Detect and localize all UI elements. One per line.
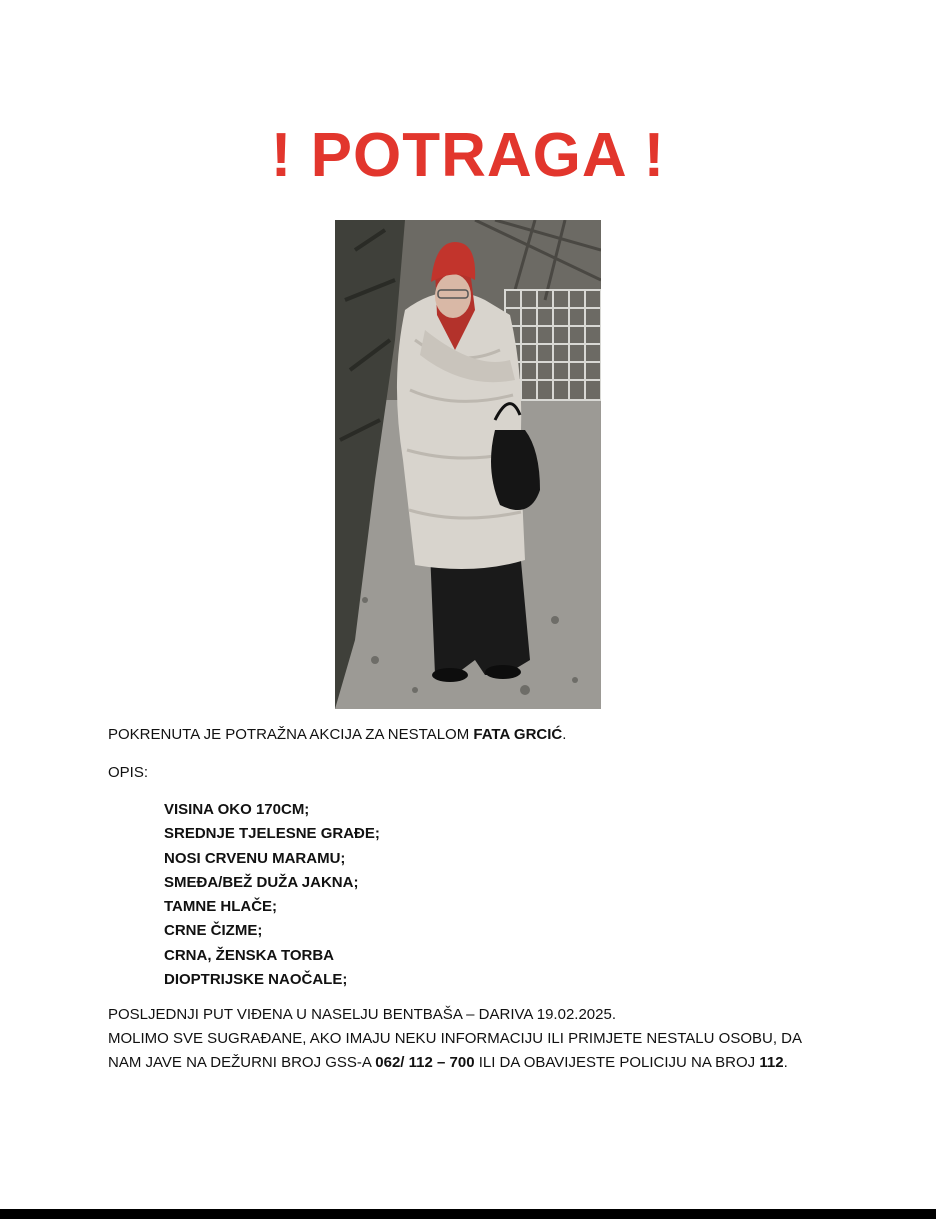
- description-item: TAMNE HLAČE;: [164, 898, 278, 916]
- contact-text-a: NAM JAVE NA DEŽURNI BROJ GSS-A: [108, 1054, 376, 1071]
- intro-sentence: POKRENUTA JE POTRAŽNA AKCIJA ZA NESTALOM: [108, 726, 474, 743]
- description-item: CRNE ČIZME;: [164, 922, 263, 940]
- contact-line: [108, 1051, 802, 1075]
- intro-period: .: [562, 726, 567, 743]
- last-seen-line: POSLJEDNJI PUT VIĐENA U NASELJU BENTBAŠA – DARIVA 19.02.2025.: [108, 1006, 616, 1023]
- description-item: CRNA, ŽENSKA TORBA: [164, 946, 335, 964]
- description-item: NOSI CRVENU MARAMU;: [164, 849, 346, 867]
- description-item: SMEĐA/BEŽ DUŽA JAKNA;: [164, 873, 359, 891]
- bottom-bar: [0, 1209, 936, 1219]
- intro-text: [108, 723, 566, 747]
- missing-person-photo: [335, 220, 601, 709]
- poster-title: ! POTRAGA !: [270, 121, 666, 190]
- contact-period: .: [783, 1054, 788, 1071]
- description-list: [164, 798, 380, 992]
- description-label: OPIS:: [108, 764, 149, 781]
- footer-text: [108, 1003, 802, 1075]
- missing-person-name: FATA GRCIĆ: [473, 726, 563, 743]
- appeal-line: MOLIMO SVE SUGRAĐANE, AKO IMAJU NEKU INFORMACIJU ILI PRIMJETE NESTALU OSOBU, DA: [108, 1030, 802, 1047]
- description-item: SREDNJE TJELESNE GRAĐE;: [164, 825, 380, 843]
- gss-phone-number: 062/ 112 – 700: [375, 1054, 475, 1071]
- description-item: DIOPTRIJSKE NAOČALE;: [164, 971, 348, 989]
- police-phone-number: 112: [759, 1054, 784, 1071]
- contact-text-b: ILI DA OBAVIJESTE POLICIJU NA BROJ: [474, 1054, 760, 1071]
- description-item: VISINA OKO 170CM;: [164, 801, 310, 818]
